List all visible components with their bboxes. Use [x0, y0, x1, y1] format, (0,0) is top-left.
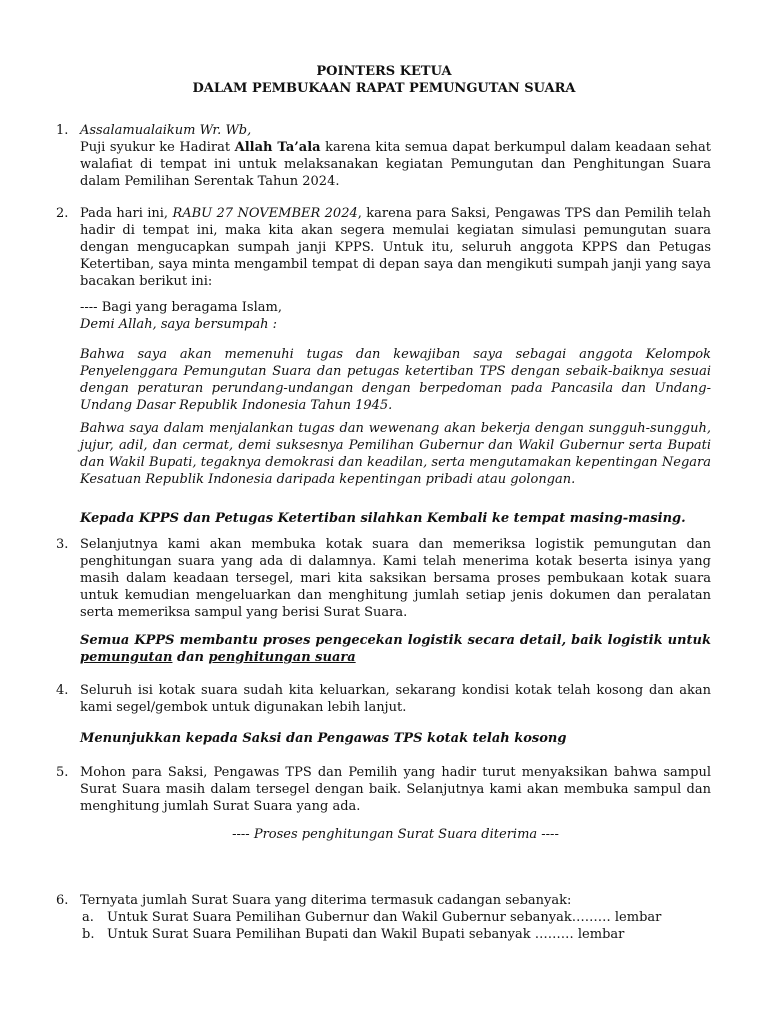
penghitungan-underlined: penghitungan suara	[208, 650, 356, 665]
instruction-logistics-text: Semua KPPS membantu proses pengecekan logistik secara detail, baik logistik untuk	[80, 633, 711, 648]
sub-item-label-b: b.	[82, 927, 95, 942]
item-number-1: 1.	[56, 123, 69, 138]
oath-opening: Demi Allah, saya bersumpah :	[80, 317, 278, 332]
item-1	[80, 122, 711, 190]
item-number-5: 5.	[56, 765, 69, 780]
sub-item-text-b: Untuk Surat Suara Pemilihan Bupati dan Wakil Bupati sebanyak ……… lembar	[107, 927, 625, 942]
greeting: Assalamualaikum Wr. Wb,	[80, 123, 252, 138]
sub-item-text-a: Untuk Surat Suara Pemilihan Gubernur dan Wakil Gubernur sebanyak……… lembar	[107, 910, 662, 925]
item-1-text-end: karena kita semua dapat berkumpul dalam keadaan sehat walafiat di tempat ini untuk melaksanakan kegiatan Pemungutan dan Penghitungan Suara dalam Pemilihan Serentak Tahun 2024.	[80, 140, 711, 189]
oath-paragraph-2: Bahwa saya dalam menjalankan tugas dan wewenang akan bekerja dengan sungguh-sungguh, jujur, adil, dan cermat, demi suksesnya Pemilihan Gubernur dan Wakil Gubernur serta Bupati dan Wakil Bupati, tegaknya demokrasi dan keadilan, serta mengutamakan kepentingan Negara Kesatuan Republik Indonesia daripada kepentingan pribadi atau golongan.	[80, 421, 711, 487]
religion-line: ---- Bagi yang beragama Islam,	[80, 300, 282, 315]
item-6-text: Ternyata jumlah Surat Suara yang diterima termasuk cadangan sebanyak:	[80, 893, 572, 908]
instruction-logistics	[80, 632, 711, 666]
item-1-text-start: Puji syukur ke Hadirat	[80, 140, 235, 155]
item-2-text	[80, 205, 711, 290]
item-5-text: Mohon para Saksi, Pengawas TPS dan Pemilih yang hadir turut menyaksikan bahwa sampul Surat Suara masih dalam tersegel dengan baik. Selanjutnya kami akan membuka sampul dan menghitung jumlah Surat Suara yang ada.	[80, 765, 711, 814]
oath-paragraph-1: Bahwa saya akan memenuhi tugas dan kewajiban saya sebagai anggota Kelompok Penyelenggara Pemungutan Suara dan petugas ketertiban TPS dengan sebaik-baiknya sesuai dengan peraturan perundang-undangan dengan berpedoman pada Pancasila dan Undang-Undang Dasar Republik Indonesia Tahun 1945.	[80, 347, 711, 413]
item-2-text-start: Pada hari ini,	[80, 206, 173, 221]
item-2-text-end: , karena para Saksi, Pengawas TPS dan Pemilih telah hadir di tempat ini, maka kita akan segera memulai kegiatan simulasi pemungutan suara dengan mengucapkan sumpah janji KPPS. Untuk itu, seluruh anggota KPPS dan Petugas Ketertiban, saya minta mengambil tempat di depan saya dan mengikuti sumpah janji yang saya bacakan berikut ini:	[80, 206, 711, 289]
pemungutan-underlined: pemungutan	[80, 650, 173, 665]
process-note: ---- Proses penghitungan Surat Suara diterima ----	[232, 827, 559, 842]
item-number-4: 4.	[56, 683, 69, 698]
item-4-text: Seluruh isi kotak suara sudah kita keluarkan, sekarang kondisi kotak telah kosong dan akan kami segel/gembok untuk digunakan lebih lanjut.	[80, 683, 711, 715]
oath-intro	[80, 299, 711, 333]
sub-item-label-a: a.	[82, 910, 94, 925]
date-italic: RABU 27 NOVEMBER 2024	[172, 206, 358, 221]
instruction-empty-box: Menunjukkan kepada Saksi dan Pengawas TPS kotak telah kosong	[80, 731, 567, 746]
allah-taala-bold: Allah Ta’ala	[234, 140, 321, 155]
instruction-logistics-and: dan	[172, 650, 209, 665]
item-number-3: 3.	[56, 537, 69, 552]
document-title: POINTERS KETUA	[316, 64, 452, 79]
instruction-return: Kepada KPPS dan Petugas Ketertiban silahkan Kembali ke tempat masing-masing.	[80, 511, 686, 526]
item-2	[80, 205, 711, 290]
item-number-6: 6.	[56, 893, 69, 908]
item-3-text: Selanjutnya kami akan membuka kotak suara dan memeriksa logistik pemungutan dan penghitungan suara yang ada di dalamnya. Kami telah menerima kotak beserta isinya yang masih dalam keadaan tersegel, mari kita saksikan bersama proses pembukaan kotak suara untuk kemudian mengeluarkan dan menghitung jumlah setiap jenis dokumen dan peralatan serta memeriksa sampul yang berisi Surat Suara.	[80, 537, 711, 620]
item-1-text	[80, 139, 711, 190]
item-number-2: 2.	[56, 206, 69, 221]
document-subtitle: DALAM PEMBUKAAN RAPAT PEMUNGUTAN SUARA	[192, 81, 576, 96]
